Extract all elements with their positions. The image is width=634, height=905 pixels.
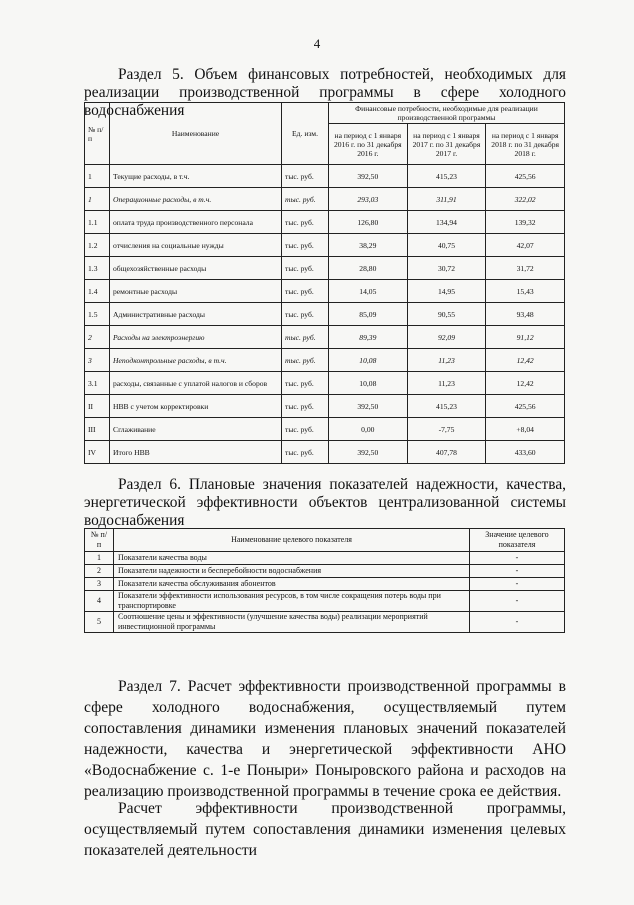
table-row (85, 165, 565, 188)
row-name: отчисления на социальные нужды (110, 234, 282, 257)
row-name: Расходы на электроэнергию (110, 326, 282, 349)
col-header-period-2018: на период с 1 января 2018 г. по 31 декабря 2018 г. (486, 124, 565, 165)
indicator-value: - (470, 591, 565, 612)
table-row (85, 326, 565, 349)
table-row (85, 441, 565, 464)
row-name: ремонтные расходы (110, 280, 282, 303)
col-header-unit: Ед. изм. (282, 103, 329, 165)
row-value-2016: 392,50 (329, 441, 408, 464)
row-value-2017: 90,55 (407, 303, 486, 326)
row-value-2018: 91,12 (486, 326, 565, 349)
indicator-value: - (470, 612, 565, 633)
table-row (85, 372, 565, 395)
indicator-num: 5 (85, 612, 114, 633)
row-name: НВВ с учетом корректировки (110, 395, 282, 418)
col-header-indicator-name: Наименование целевого показателя (114, 529, 470, 552)
row-num: III (85, 418, 110, 441)
target-indicators-table (84, 528, 565, 633)
row-value-2018: 93,48 (486, 303, 565, 326)
row-value-2017: 415,23 (407, 165, 486, 188)
row-value-2017: 311,91 (407, 188, 486, 211)
row-value-2016: 38,29 (329, 234, 408, 257)
row-value-2017: 30,72 (407, 257, 486, 280)
table-row (85, 211, 565, 234)
indicator-name: Показатели эффективности использования ресурсов, в том числе сокращения потерь воды при транспортировке (114, 591, 470, 612)
row-name: Итого НВВ (110, 441, 282, 464)
row-value-2016: 126,80 (329, 211, 408, 234)
row-num: 3 (85, 349, 110, 372)
row-value-2016: 28,80 (329, 257, 408, 280)
table-row (85, 578, 565, 591)
indicator-value: - (470, 565, 565, 578)
row-name: оплата труда производственного персонала (110, 211, 282, 234)
indicator-num: 1 (85, 552, 114, 565)
row-value-2017: -7,75 (407, 418, 486, 441)
row-value-2016: 0,00 (329, 418, 408, 441)
row-value-2018: 15,43 (486, 280, 565, 303)
row-value-2018: 425,56 (486, 395, 565, 418)
row-num: 1.1 (85, 211, 110, 234)
table-row (85, 349, 565, 372)
row-value-2016: 85,09 (329, 303, 408, 326)
row-name: общехозяйственные расходы (110, 257, 282, 280)
row-value-2016: 392,50 (329, 395, 408, 418)
row-value-2016: 10,08 (329, 349, 408, 372)
row-num: 1 (85, 188, 110, 211)
row-value-2018: 12,42 (486, 349, 565, 372)
row-unit: тыс. руб. (282, 234, 329, 257)
row-unit: тыс. руб. (282, 303, 329, 326)
table-row (85, 591, 565, 612)
row-name: Неподконтрольные расходы, в т.ч. (110, 349, 282, 372)
row-value-2017: 92,09 (407, 326, 486, 349)
row-value-2016: 392,50 (329, 165, 408, 188)
row-unit: тыс. руб. (282, 349, 329, 372)
row-num: 2 (85, 326, 110, 349)
row-num: 1.2 (85, 234, 110, 257)
table-row (85, 257, 565, 280)
financial-needs-table (84, 102, 565, 464)
row-value-2018: +8,04 (486, 418, 565, 441)
col-header-indicator-value: Значение целевого показателя (470, 529, 565, 552)
row-name: Сглаживание (110, 418, 282, 441)
row-value-2018: 322,02 (486, 188, 565, 211)
indicator-value: - (470, 552, 565, 565)
indicator-num: 2 (85, 565, 114, 578)
row-unit: тыс. руб. (282, 326, 329, 349)
indicator-num: 4 (85, 591, 114, 612)
row-unit: тыс. руб. (282, 395, 329, 418)
section6-title: Раздел 6. Плановые значения показателей надежности, качества, энергетической эффективности объектов централизованной системы водоснабжения (84, 476, 566, 529)
indicator-num: 3 (85, 578, 114, 591)
row-value-2018: 433,60 (486, 441, 565, 464)
row-unit: тыс. руб. (282, 211, 329, 234)
table-row (85, 188, 565, 211)
row-value-2018: 425,56 (486, 165, 565, 188)
row-value-2018: 139,32 (486, 211, 565, 234)
table-row (85, 552, 565, 565)
row-value-2017: 407,78 (407, 441, 486, 464)
row-value-2018: 31,72 (486, 257, 565, 280)
col-header-group: Финансовые потребности, необходимые для реализации производственной программы (329, 103, 565, 124)
row-value-2017: 14,95 (407, 280, 486, 303)
col-header-num: № п/п (85, 529, 114, 552)
row-num: 3.1 (85, 372, 110, 395)
row-value-2016: 10,08 (329, 372, 408, 395)
indicator-name: Показатели надежности и бесперебойности водоснабжения (114, 565, 470, 578)
row-unit: тыс. руб. (282, 441, 329, 464)
col-header-period-2017: на период с 1 января 2017 г. по 31 декабря 2017 г. (407, 124, 486, 165)
row-value-2016: 293,03 (329, 188, 408, 211)
indicator-name: Соотношение цены и эффективности (улучшение качества воды) реализации мероприятий инвестиционной программы (114, 612, 470, 633)
indicator-name: Показатели качества обслуживания абонентов (114, 578, 470, 591)
row-name: расходы, связанные с уплатой налогов и сборов (110, 372, 282, 395)
row-value-2017: 11,23 (407, 372, 486, 395)
col-header-period-2016: на период с 1 января 2016 г. по 31 декабря 2016 г. (329, 124, 408, 165)
col-header-name: Наименование (110, 103, 282, 165)
section5-title: Раздел 5. Объем финансовых потребностей, необходимых для реализации производственной программы в сфере холодного водоснабжения (84, 66, 566, 119)
row-value-2016: 14,05 (329, 280, 408, 303)
row-name: Текущие расходы, в т.ч. (110, 165, 282, 188)
table-row (85, 280, 565, 303)
col-header-num: № п/п (85, 103, 110, 165)
row-num: IV (85, 441, 110, 464)
row-num: 1.5 (85, 303, 110, 326)
table-row (85, 418, 565, 441)
row-value-2018: 42,07 (486, 234, 565, 257)
row-value-2016: 89,39 (329, 326, 408, 349)
row-unit: тыс. руб. (282, 165, 329, 188)
table-row (85, 234, 565, 257)
table-row (85, 565, 565, 578)
row-num: 1.4 (85, 280, 110, 303)
section7-paragraph: Раздел 7. Расчет эффективности производственной программы в сфере холодного водоснабжения, осуществляемый путем сопоставления динамики изменения плановых значений показателей надежности, качества и энергетической эффективности АНО «Водоснабжение с. 1-е Поныри» Поныровского района и расходов на реализацию производственной программы в течение срока ее действия. (84, 678, 566, 800)
indicator-value: - (470, 578, 565, 591)
row-value-2017: 415,23 (407, 395, 486, 418)
row-value-2017: 11,23 (407, 349, 486, 372)
row-name: Операционные расходы, в т.ч. (110, 188, 282, 211)
page-number: 4 (313, 36, 321, 51)
indicator-name: Показатели качества воды (114, 552, 470, 565)
row-unit: тыс. руб. (282, 418, 329, 441)
section7-paragraph-continued: Расчет эффективности производственной программы, осуществляемый путем сопоставления динамики изменения целевых показателей деятельности (84, 800, 566, 859)
row-unit: тыс. руб. (282, 372, 329, 395)
row-unit: тыс. руб. (282, 280, 329, 303)
row-value-2017: 134,94 (407, 211, 486, 234)
row-unit: тыс. руб. (282, 257, 329, 280)
row-value-2018: 12,42 (486, 372, 565, 395)
table-row (85, 303, 565, 326)
table-row (85, 612, 565, 633)
row-num: 1.3 (85, 257, 110, 280)
table-row (85, 395, 565, 418)
row-num: 1 (85, 165, 110, 188)
row-num: II (85, 395, 110, 418)
row-value-2017: 40,75 (407, 234, 486, 257)
row-name: Административные расходы (110, 303, 282, 326)
row-unit: тыс. руб. (282, 188, 329, 211)
